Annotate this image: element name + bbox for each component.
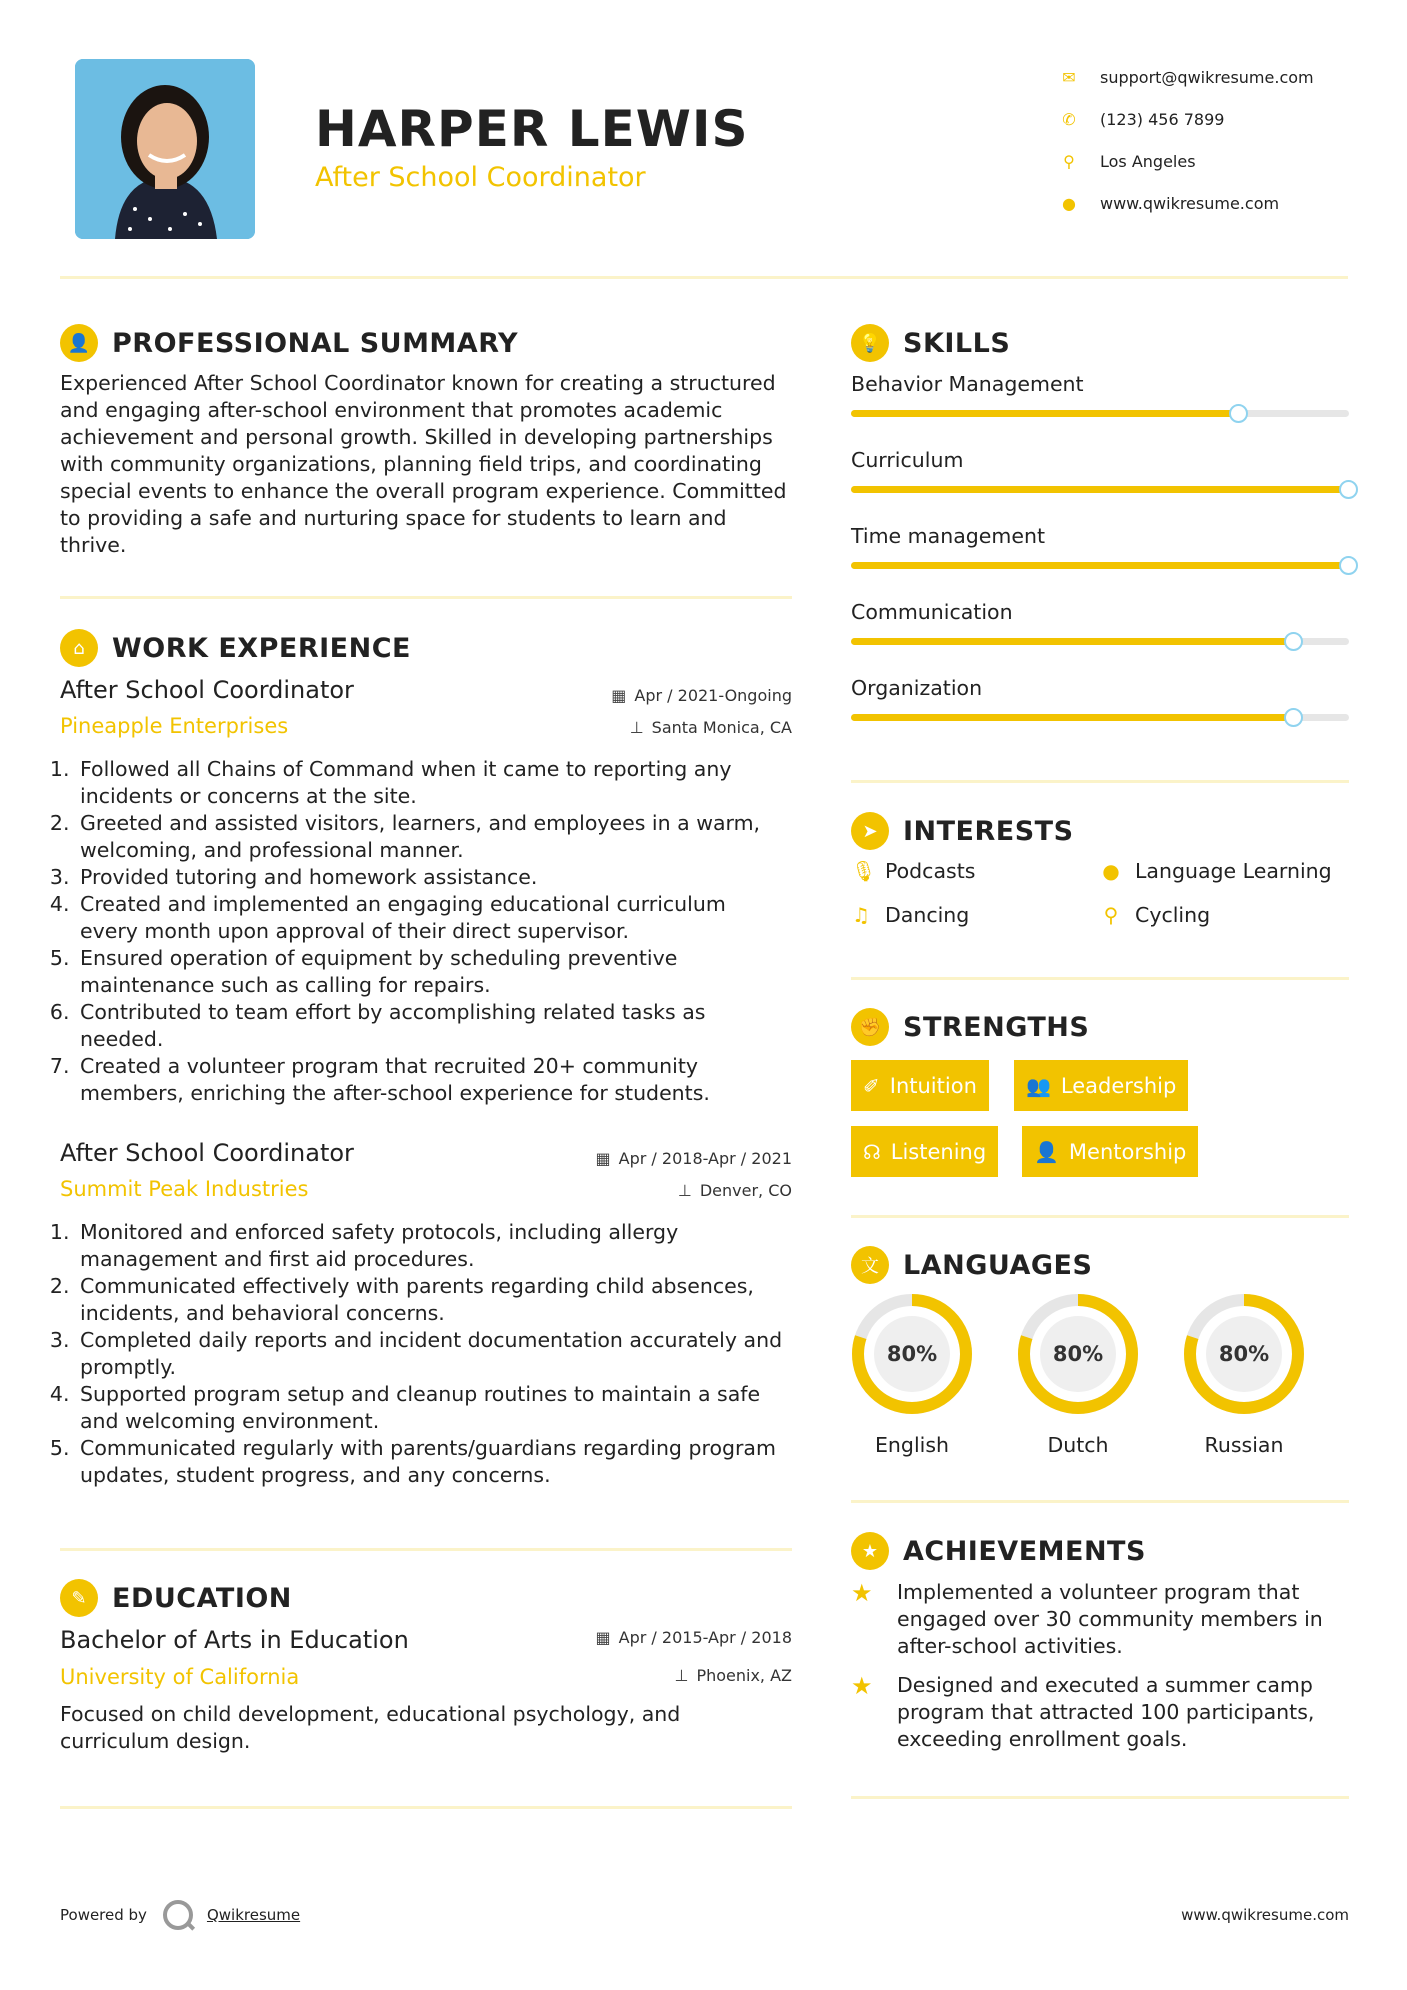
skill-behavior-management	[851, 372, 1349, 396]
contact-list	[1050, 56, 1370, 224]
music-note-icon: ♫	[852, 903, 870, 927]
job-2-responsibilities	[58, 1219, 788, 1489]
job-1-dates	[552, 686, 792, 705]
candidate-name: HARPER LEWIS	[315, 100, 749, 158]
education-title: EDUCATION	[112, 1582, 292, 1614]
achievements-title: ACHIEVEMENTS	[903, 1535, 1146, 1567]
skill-label: Time management	[851, 524, 1046, 548]
skill-track	[851, 486, 1349, 493]
interest-podcasts	[851, 859, 975, 883]
calendar-icon: ▦	[595, 1149, 611, 1168]
list-item: 2. Greeted and assisted visitors, learners, and employees in a warm, welcoming, and professional manner.	[76, 810, 788, 864]
users-icon: 👥	[1026, 1073, 1051, 1098]
pin-icon: ⊥	[674, 1666, 689, 1685]
interests-heading	[851, 812, 1074, 850]
contact-website-text: www.qwikresume.com	[1100, 193, 1280, 213]
star-icon: ★	[851, 1672, 873, 1700]
skill-knob[interactable]	[1229, 404, 1248, 423]
language-percent: 80%	[1218, 1342, 1270, 1366]
user-icon: 👤	[60, 324, 98, 362]
list-item: 1. Monitored and enforced safety protocols, including allergy management and first aid procedures.	[76, 1219, 788, 1273]
skill-fill	[851, 410, 1239, 417]
language-english	[851, 1293, 973, 1457]
skills-heading	[851, 324, 1010, 362]
strength-tag-leadership	[1014, 1060, 1188, 1111]
interest-label: Language Learning	[1135, 859, 1332, 883]
pin-icon: ⊥	[677, 1181, 692, 1200]
list-item: 4. Created and implemented an engaging educational curriculum every month upon approval of their direct supervisor.	[76, 891, 788, 945]
list-item: 7. Created a volunteer program that recruited 20+ community members, enriching the after-school experience for students.	[76, 1053, 788, 1107]
education-divider	[60, 1806, 792, 1809]
job-2-location-text: Denver, CO	[699, 1181, 792, 1200]
skill-fill	[851, 714, 1294, 721]
language-russian	[1183, 1293, 1305, 1457]
skill-communication	[851, 600, 1349, 624]
skill-knob[interactable]	[1284, 632, 1303, 651]
interests-title: INTERESTS	[903, 815, 1074, 847]
calendar-icon: ▦	[611, 686, 627, 705]
contact-email-text: support@qwikresume.com	[1100, 67, 1314, 87]
magic-wand-icon: ✐	[863, 1073, 880, 1098]
headphones-icon: ☊	[863, 1139, 881, 1164]
summary-heading	[60, 324, 518, 362]
globe-icon: ●	[1062, 193, 1076, 213]
skill-label: Communication	[851, 600, 1013, 624]
achievement-item	[851, 1672, 1337, 1753]
language-label: Dutch	[1047, 1433, 1109, 1457]
achievement-text: Designed and executed a summer camp program that attracted 100 participants, exceeding enrollment goals.	[897, 1673, 1315, 1751]
graduation-icon: ✎	[60, 1579, 98, 1617]
footer-url[interactable]: www.qwikresume.com	[1181, 1906, 1349, 1924]
strength-label: Intuition	[889, 1073, 977, 1098]
strength-label: Listening	[890, 1139, 987, 1164]
contact-phone[interactable]	[1050, 98, 1370, 140]
interests-divider	[851, 977, 1349, 980]
strength-label: Mentorship	[1068, 1139, 1187, 1164]
list-item: 5. Ensured operation of equipment by scheduling preventive maintenance such as calling for repairs.	[76, 945, 788, 999]
language-percent: 80%	[1052, 1342, 1104, 1366]
list-item: 5. Communicated regularly with parents/guardians regarding program updates, student progress, and any concerns.	[76, 1435, 788, 1489]
strength-tag-intuition	[851, 1060, 989, 1111]
skill-knob[interactable]	[1339, 480, 1358, 499]
education-degree: Bachelor of Arts in Education	[60, 1626, 409, 1654]
job-1-location	[552, 718, 792, 737]
map-pin-icon: ⚲	[1063, 151, 1075, 171]
interest-label: Cycling	[1135, 903, 1211, 927]
education-heading	[60, 1579, 292, 1617]
skill-label: Behavior Management	[851, 372, 1084, 396]
list-item: 3. Provided tutoring and homework assistance.	[76, 864, 788, 891]
list-item: 2. Communicated effectively with parents regarding child absences, incidents, and behavioral concerns.	[76, 1273, 788, 1327]
skill-knob[interactable]	[1284, 708, 1303, 727]
job-2-title: After School Coordinator	[60, 1139, 354, 1167]
education-dates-text: Apr / 2015-Apr / 2018	[618, 1628, 792, 1647]
footer-powered-by	[60, 1900, 300, 1930]
envelope-icon: ✉	[1062, 67, 1076, 87]
interest-cycling	[1101, 903, 1210, 927]
skill-label: Organization	[851, 676, 983, 700]
job-1-company: Pineapple Enterprises	[60, 714, 289, 738]
skill-fill	[851, 562, 1349, 569]
strength-tag-mentorship	[1022, 1126, 1198, 1177]
language-label: English	[874, 1433, 950, 1457]
skill-track	[851, 638, 1349, 645]
profile-photo	[75, 59, 255, 239]
achievements-divider	[851, 1796, 1349, 1799]
summary-text: Experienced After School Coordinator known for creating a structured and engaging after-school environment that promotes academic achievement and personal growth. Skilled in developing partnerships with community organizations, planning field trips, and coordinating special events to enhance the overall program experience. Committed to providing a safe and nurturing space for students to learn and thrive.	[60, 371, 787, 557]
contact-website[interactable]	[1050, 182, 1370, 224]
job-1-title: After School Coordinator	[60, 676, 354, 704]
globe-icon: ●	[1102, 859, 1120, 883]
job-2-location	[552, 1181, 792, 1200]
contact-email[interactable]	[1050, 56, 1370, 98]
strengths-title: STRENGTHS	[903, 1011, 1090, 1043]
star-icon: ★	[851, 1579, 873, 1607]
interest-dancing	[851, 903, 969, 927]
chair-icon: ⌂	[60, 629, 98, 667]
pin-icon: ⊥	[629, 718, 644, 737]
bicycle-icon: ⚲	[1103, 903, 1119, 927]
strength-tag-listening	[851, 1126, 998, 1177]
skill-track	[851, 562, 1349, 569]
qwikresume-logo-icon	[163, 1900, 193, 1930]
job-1-responsibilities	[58, 756, 788, 1107]
powered-by-text: Powered by	[60, 1906, 147, 1924]
interest-language-learning	[1101, 859, 1332, 883]
languages-title: LANGUAGES	[903, 1249, 1093, 1281]
language-dutch	[1017, 1293, 1139, 1457]
language-percent: 80%	[886, 1342, 938, 1366]
languages-divider	[851, 1500, 1349, 1503]
list-item: 1. Followed all Chains of Command when it came to reporting any incidents or concerns at the site.	[76, 756, 788, 810]
contact-phone-text: (123) 456 7899	[1100, 109, 1225, 129]
lightbulb-icon: 💡	[851, 324, 889, 362]
job-2-dates	[552, 1149, 792, 1168]
paper-plane-icon: ➤	[851, 812, 889, 850]
job-2-company: Summit Peak Industries	[60, 1177, 309, 1201]
summary-title: PROFESSIONAL SUMMARY	[112, 327, 519, 359]
achievements-heading	[851, 1532, 1146, 1570]
calendar-icon: ▦	[595, 1628, 611, 1647]
job-2-dates-text: Apr / 2018-Apr / 2021	[618, 1149, 792, 1168]
languages-heading	[851, 1246, 1092, 1284]
skills-title: SKILLS	[903, 327, 1011, 359]
education-location-text: Phoenix, AZ	[696, 1666, 792, 1685]
work-heading	[60, 629, 411, 667]
list-item: 3. Completed daily reports and incident documentation accurately and promptly.	[76, 1327, 788, 1381]
user-plus-icon: 👤	[1034, 1139, 1059, 1164]
microphone-icon: 🎙	[851, 859, 877, 883]
strengths-divider	[851, 1215, 1349, 1218]
skill-curriculum	[851, 448, 1349, 472]
achievement-item	[851, 1579, 1337, 1660]
phone-icon: ✆	[1062, 109, 1076, 129]
skill-fill	[851, 638, 1294, 645]
achievement-text: Implemented a volunteer program that engaged over 30 community members in after-school activities.	[897, 1580, 1323, 1658]
skill-knob[interactable]	[1339, 556, 1358, 575]
skills-divider	[851, 780, 1349, 783]
work-title: WORK EXPERIENCE	[112, 632, 411, 664]
strength-label: Leadership	[1060, 1073, 1177, 1098]
interest-label: Dancing	[885, 903, 970, 927]
education-location	[552, 1666, 792, 1685]
list-item: 6. Contributed to team effort by accomplishing related tasks as needed.	[76, 999, 788, 1053]
skill-fill	[851, 486, 1349, 493]
language-icon: 文	[851, 1246, 889, 1284]
strengths-heading	[851, 1008, 1089, 1046]
job-1-location-text: Santa Monica, CA	[651, 718, 792, 737]
contact-location-text: Los Angeles	[1100, 151, 1196, 171]
job-1-dates-text: Apr / 2021-Ongoing	[634, 686, 792, 705]
skill-track	[851, 714, 1349, 721]
language-label: Russian	[1204, 1433, 1284, 1457]
work-divider	[60, 1548, 792, 1551]
fist-icon: ✊	[851, 1008, 889, 1046]
education-dates	[552, 1628, 792, 1647]
interest-label: Podcasts	[885, 859, 976, 883]
header-divider	[60, 276, 1348, 279]
contact-location	[1050, 140, 1370, 182]
education-school: University of California	[60, 1665, 300, 1689]
list-item: 4. Supported program setup and cleanup routines to maintain a safe and welcoming environment.	[76, 1381, 788, 1435]
education-text: Focused on child development, educational psychology, and curriculum design.	[60, 1702, 681, 1753]
profile-photo-illustration	[75, 59, 255, 239]
summary-divider	[60, 596, 792, 599]
trophy-star-icon: ★	[851, 1532, 889, 1570]
skill-track	[851, 410, 1349, 417]
candidate-role: After School Coordinator	[315, 162, 646, 193]
skill-time-management	[851, 524, 1349, 548]
brand-link[interactable]: Qwikresume	[206, 1906, 301, 1924]
skill-organization	[851, 676, 1349, 700]
skill-label: Curriculum	[851, 448, 964, 472]
